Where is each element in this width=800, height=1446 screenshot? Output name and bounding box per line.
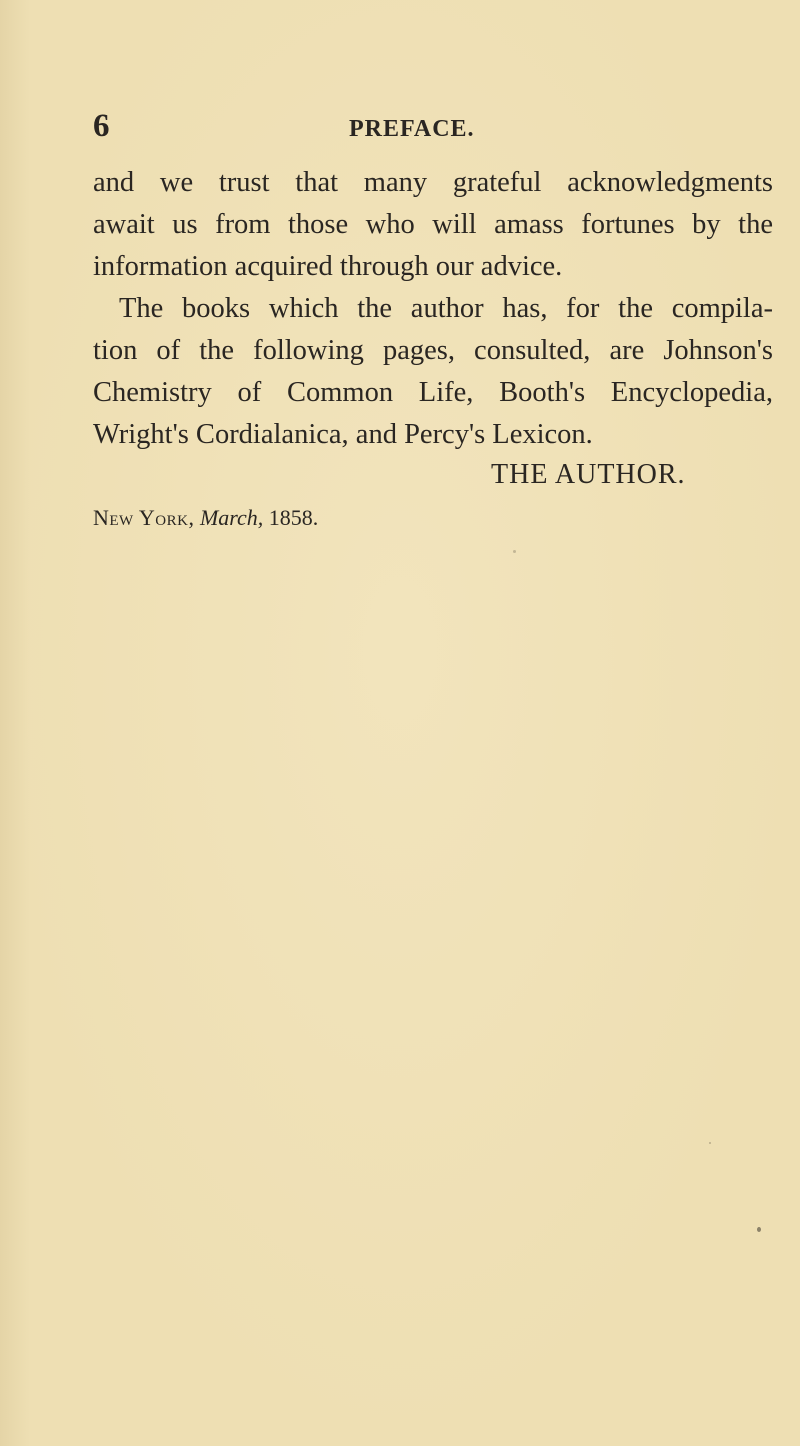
text-line: tion of the following pages, consulted, are Johnson's xyxy=(93,335,773,366)
dateline-year: 1858. xyxy=(268,505,319,530)
author-signature: THE AUTHOR. xyxy=(491,459,686,490)
page-header xyxy=(93,108,733,144)
dateline-place: New York, xyxy=(93,505,195,530)
page-number: 6 xyxy=(93,108,110,144)
text-line: await us from those who will amass fortunes by the xyxy=(93,209,773,240)
preface-body xyxy=(93,162,773,456)
paper-speck xyxy=(709,1142,711,1144)
dateline xyxy=(93,503,318,533)
dateline-month: March, xyxy=(199,505,264,530)
text-line: Wright's Cordialanica, and Percy's Lexicon. xyxy=(93,419,593,450)
paper-speck xyxy=(757,1227,761,1232)
paper-speck xyxy=(513,550,516,553)
text-line: information acquired through our advice. xyxy=(93,251,563,282)
text-line: The books which the author has, for the compila- xyxy=(119,293,773,324)
text-line: Chemistry of Common Life, Booth's Encyclopedia, xyxy=(93,377,773,408)
running-head: PREFACE. xyxy=(349,116,475,142)
text-line: and we trust that many grateful acknowledgments xyxy=(93,167,773,198)
